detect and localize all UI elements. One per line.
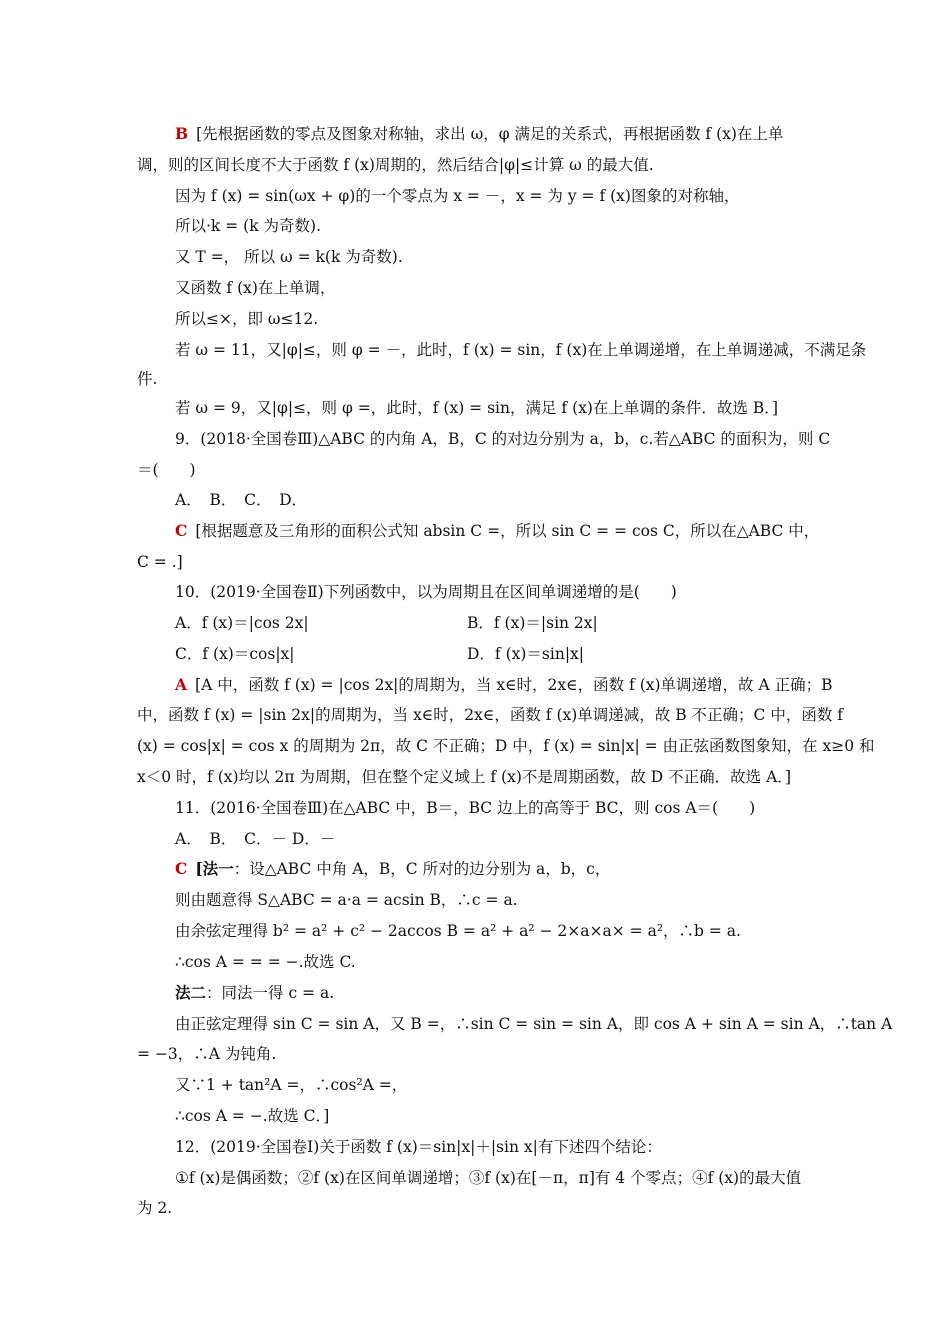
option-d: D．f (x)＝sin|x| xyxy=(467,645,585,663)
options-line: A． B． C．－ D．－ xyxy=(175,830,336,848)
text-line: 所以≤×，即 ω≤12. xyxy=(175,310,319,328)
method-label: 法二 xyxy=(175,983,207,1002)
line-text: ：同法一得 c = a. xyxy=(206,984,335,1002)
line-text: [A 中，函数 f (x) = |cos 2x|的周期为，当 x∈时，2x∈，函数 f (x)单调递增，故 A 正确；B xyxy=(195,676,833,694)
answer-letter: A xyxy=(175,675,188,694)
options-line: A． B． C． D． xyxy=(175,491,308,509)
question-line: 9．(2018·全国卷Ⅲ)△ABC 的内角 A，B，C 的对边分别为 a，b，c.若△ABC 的面积为，则 C xyxy=(175,430,831,448)
option-b: B．f (x)＝|sin 2x| xyxy=(467,614,598,632)
line-text: [根据题意及三角形的面积公式知 absin C =，所以 sin C = = cos C，所以在△ABC 中， xyxy=(195,522,820,540)
text-line: 调，则的区间长度不大于函数 f (x)周期的，然后结合|φ|≤计算 ω 的最大值. xyxy=(137,156,654,174)
text-line: ∴cos A = = = −.故选 C. xyxy=(175,953,356,971)
text-line: 因为 f (x) = sin(ωx + φ)的一个零点为 x = －，x = 为 y = f (x)图象的对称轴， xyxy=(175,187,740,205)
answer-letter: C xyxy=(175,859,188,878)
line-text: [先根据函数的零点及图象对称轴，求出 ω，φ 满足的关系式，再根据函数 f (x)在上单 xyxy=(196,125,784,143)
method-label: [法一 xyxy=(195,859,234,878)
option-c: C．f (x)＝cos|x| xyxy=(175,645,295,663)
text-line xyxy=(175,983,334,1003)
text-line: ＝( ) xyxy=(137,461,196,479)
text-line xyxy=(175,521,819,541)
text-line xyxy=(175,124,783,144)
text-line: 又函数 f (x)在上单调， xyxy=(175,279,336,297)
text-line xyxy=(175,859,610,879)
answer-letter: C xyxy=(175,521,188,540)
text-line: 若 ω = 11，又|φ|≤，则 φ = －，此时，f (x) = sin，f (x)在上单调递增，在上单调递减，不满足条 xyxy=(175,341,867,359)
option-a: A．f (x)＝|cos 2x| xyxy=(175,614,309,632)
text-line: 又∵1 + tan²A =，∴cos²A =， xyxy=(175,1076,408,1094)
options-line xyxy=(175,613,598,633)
question-line: 12．(2019·全国卷Ⅰ)关于函数 f (x)＝sin|x|＋|sin x|有下述四个结论： xyxy=(175,1138,662,1156)
text-line: 又 T =， 所以 ω = k(k 为奇数). xyxy=(175,248,403,266)
text-line: 则由题意得 S△ABC = a·a = acsin B，∴c = a. xyxy=(175,891,518,909)
text-line: (x) = cos|x| = cos x 的周期为 2π，故 C 不正确；D 中，f (x) = sin|x| = 由正弦函数图象知，在 x≥0 和 xyxy=(137,737,875,755)
question-line: 10．(2019·全国卷Ⅱ)下列函数中，以为周期且在区间单调递增的是( ) xyxy=(175,583,677,601)
text-line: C = .] xyxy=(137,553,183,571)
text-line: x＜0 时，f (x)均以 2π 为周期，但在整个定义域上 f (x)不是周期函数，故 D 不正确．故选 A．] xyxy=(137,768,792,786)
text-line: ①f (x)是偶函数；②f (x)在区间单调递增；③f (x)在[－π，π]有 4 个零点；④f (x)的最大值 xyxy=(175,1169,802,1187)
text-line: 件. xyxy=(137,370,158,388)
text-line: ∴cos A = −.故选 C．] xyxy=(175,1107,330,1125)
text-line: 所以·k = (k 为奇数). xyxy=(175,217,322,235)
text-line: 由正弦定理得 sin C = sin A，又 B =，∴sin C = sin = sin A，即 cos A + sin A = sin A，∴tan A xyxy=(175,1015,893,1033)
text-line xyxy=(175,675,833,695)
options-line xyxy=(175,644,585,664)
line-text: ：设△ABC 中角 A，B，C 所对的边分别为 a，b，c， xyxy=(233,860,611,878)
text-line: 中，函数 f (x) = |sin 2x|的周期为，当 x∈时，2x∈，函数 f (x)单调递减，故 B 不正确；C 中，函数 f xyxy=(137,706,843,724)
text-line: 若 ω = 9，又|φ|≤，则 φ =，此时，f (x) = sin，满足 f (x)在上单调的条件．故选 B．] xyxy=(175,399,779,417)
text-line: = −3，∴A 为钝角. xyxy=(137,1045,277,1063)
text-line: 为 2. xyxy=(137,1199,173,1217)
answer-letter: B xyxy=(175,124,189,143)
question-line: 11．(2016·全国卷Ⅲ)在△ABC 中，B＝，BC 边上的高等于 BC，则 cos A＝( ) xyxy=(175,799,756,817)
text-line: 由余弦定理得 b² = a² + c² − 2accos B = a² + a² − 2×a×a× = a²，∴b = a. xyxy=(175,922,741,940)
